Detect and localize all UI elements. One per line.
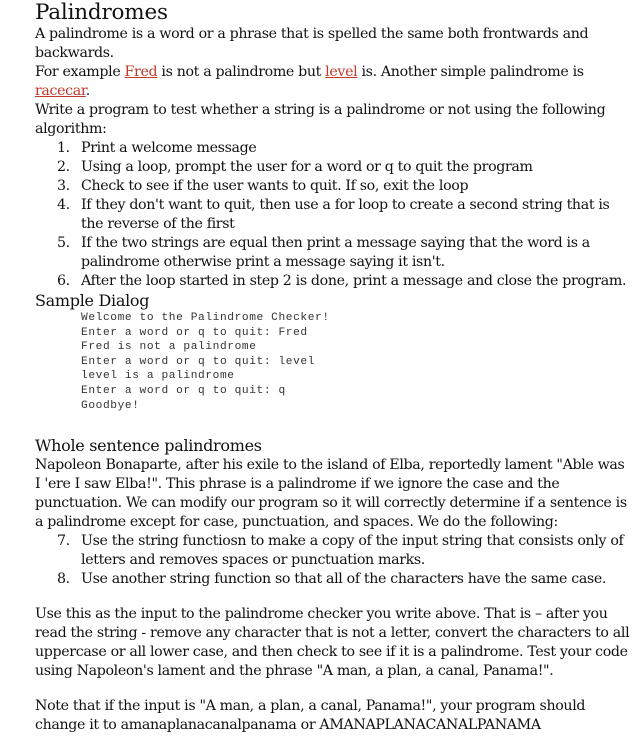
code-line: Enter a word or q to quit: level xyxy=(81,355,316,368)
note-paragraph: Note that if the input is "A man, a plan, a canal, Panama!", your program should change it to amanaplanacanalpanama or AMANAPLANACANALPANAMA xyxy=(35,698,586,734)
list-item xyxy=(35,570,633,589)
whole-sentence-heading: Whole sentence palindromes xyxy=(35,436,262,456)
step-text: After the loop started in step 2 is done, print a message and close the program. xyxy=(81,273,627,289)
code-line: level is a palindrome xyxy=(81,370,235,383)
spacer xyxy=(35,681,633,697)
intro-line-3: Write a program to test whether a string is a palindrome or not using the following algorithm: xyxy=(35,102,606,137)
step-text: Using a loop, prompt the user for a word or q to quit the program xyxy=(81,159,533,175)
step-number: 4. xyxy=(57,197,70,213)
step-number: 6. xyxy=(57,273,70,289)
step-number: 5. xyxy=(57,235,70,251)
intro-text-d: . xyxy=(85,83,90,99)
page-title: Palindromes xyxy=(35,0,168,25)
step-text: Use another string function so that all of the characters have the same case. xyxy=(81,571,607,588)
link-level[interactable]: level xyxy=(325,64,358,80)
code-line: Fred is not a palindrome xyxy=(81,341,257,354)
intro-line-2 xyxy=(35,63,633,101)
intro-text-b: is not a palindrome but xyxy=(157,64,326,80)
code-line: Enter a word or q to quit: q xyxy=(81,384,286,397)
list-item xyxy=(35,139,633,158)
intro-text-a: For example xyxy=(35,64,125,80)
sentence-steps xyxy=(35,532,633,589)
link-racecar[interactable]: racecar xyxy=(35,83,86,99)
step-number: 8. xyxy=(57,571,70,588)
spacer xyxy=(35,413,633,436)
sample-dialog-code xyxy=(35,311,633,413)
list-item xyxy=(35,272,633,291)
step-text: Check to see if the user wants to quit. If so, exit the loop xyxy=(81,178,469,194)
list-item xyxy=(35,234,633,272)
intro-text-c: is. Another simple palindrome is xyxy=(357,64,584,80)
list-item xyxy=(35,532,633,570)
code-line: Welcome to the Palindrome Checker! xyxy=(81,312,330,324)
whole-sentence-paragraph: Napoleon Bonaparte, after his exile to the island of Elba, reportedly lament "Able was I 'ere I saw Elba!". This phrase is a palindrome if we ignore the case and the punctuation. We can modify our program so it will correctly determine if a sentence is a palindrome except for case, punctuation, and spaces. We do the following: xyxy=(35,457,627,531)
usage-paragraph: Use this as the input to the palindrome checker you write above. That is – after you read the string - remove any character that is not a letter, convert the characters to all uppercase or all lower case, and then check to see if it is a palindrome. Test your code using Napoleon's lament and the phrase "A man, a plan, a canal, Panama!". xyxy=(35,606,630,680)
step-text: If they don't want to quit, then use a for loop to create a second string that is the reverse of the first xyxy=(81,197,610,232)
code-line: Enter a word or q to quit: Fred xyxy=(81,326,308,339)
code-line: Goodbye! xyxy=(81,399,140,412)
list-item xyxy=(35,196,633,234)
sample-dialog-heading: Sample Dialog xyxy=(35,291,150,310)
step-number: 2. xyxy=(57,159,70,175)
list-item xyxy=(35,158,633,177)
link-fred[interactable]: Fred xyxy=(124,64,158,80)
spacer xyxy=(35,589,633,605)
algorithm-steps xyxy=(35,139,633,291)
intro-line-1: A palindrome is a word or a phrase that is spelled the same both frontwards and backwards. xyxy=(35,26,589,61)
step-number: 3. xyxy=(57,178,70,194)
step-text: Print a welcome message xyxy=(81,140,257,156)
step-text: If the two strings are equal then print a message saying that the word is a palindrome otherwise print a message saying it isn't. xyxy=(81,235,590,270)
list-item xyxy=(35,177,633,196)
step-text: Use the string functiosn to make a copy of the input string that consists only of letters and removes spaces or punctuation marks. xyxy=(81,533,624,569)
step-number: 7. xyxy=(57,533,70,550)
step-number: 1. xyxy=(57,140,70,156)
